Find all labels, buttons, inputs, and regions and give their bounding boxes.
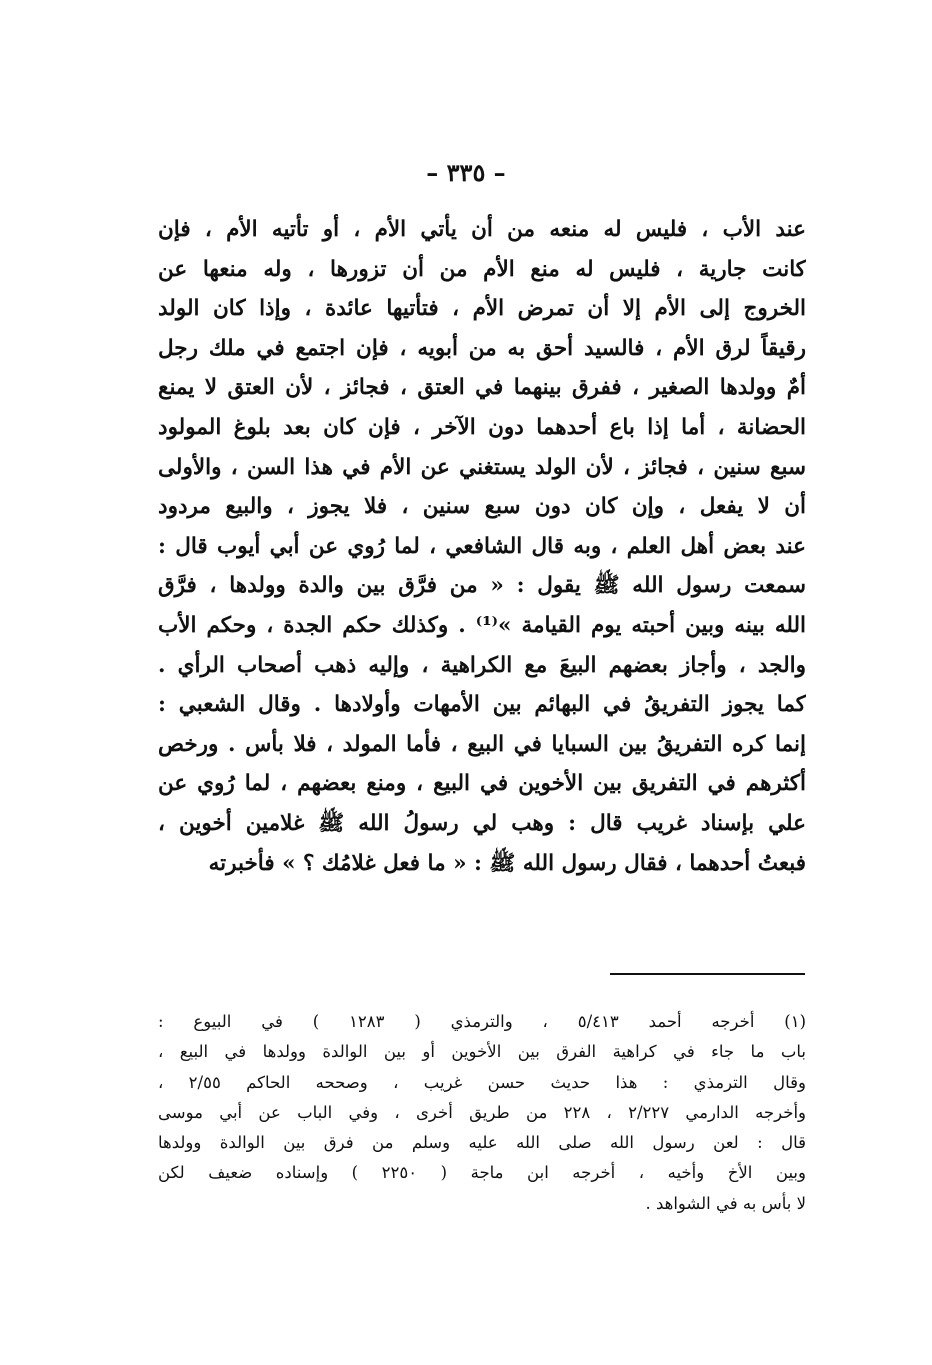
text-line: عند الأب ، فليس له منعه من أن يأتي الأم ، أو تأتيه الأم ، فإن: [158, 217, 806, 242]
text-line: الله بينه وبين أحبته يوم القيامة »⁽¹⁾ . وكذلك حكم الجدة ، وحكم الأب: [158, 612, 806, 638]
text-line: الخروج إلى الأم إلا أن تمرض الأم ، فتأتيها عائدة ، وإذا كان الولد: [158, 296, 806, 322]
footnote-line: وأخرجه الدارمي ٢/٢٢٧ ، ٢٢٨ من طريق أخرى ، وفي الباب عن أبي موسى: [158, 1102, 806, 1122]
footnote-line: باب ما جاء في كراهية الفرق بين الأخوين أو بين الوالدة وولدها في البيع ،: [158, 1042, 806, 1062]
footnote-line: وقال الترمذي : هذا حديث حسن غريب ، وصححه الحاكم ٢/٥٥ ،: [158, 1072, 806, 1092]
footnote-line: لا بأس به في الشواهد .: [645, 1193, 806, 1213]
text-line: أكثرهم في التفريق بين الأخوين في البيع ، ومنع بعضهم ، لما رُوي عن: [158, 771, 806, 797]
footnote-divider: [610, 973, 805, 975]
footnote-line: قال : لعن رسول الله صلى الله عليه وسلم من فرق بين الوالدة وولدها: [158, 1133, 806, 1153]
text-line: سبع سنين ، فجائز ، لأن الولد يستغني عن الأم في هذا السن ، والأولى: [158, 454, 806, 480]
text-line: فبعتُ أحدهما ، فقال رسول الله ﷺ : « ما فعل غلامُك ؟ » فأخبرته: [208, 850, 806, 876]
text-line: الحضانة ، أما إذا باع أحدهما دون الآخر ، فإن كان بعد بلوغ المولود: [158, 414, 806, 440]
text-line: عند بعض أهل العلم ، وبه قال الشافعي ، لما رُوي عن أبي أيوب قال :: [158, 533, 806, 559]
text-line: إنما كره التفريقُ بين السبايا في البيع ، فأما المولد ، فلا بأس . ورخص: [158, 731, 806, 757]
text-line: أن لا يفعل ، وإن كان دون سبع سنين ، فلا يجوز ، والبيع مردود: [158, 494, 806, 520]
text-line: أمٌ وولدها الصغير ، ففرق بينهما في العتق ، فجائز ، لأن العتق لا يمنع: [158, 375, 806, 401]
page-number: – ٣٣٥ –: [426, 158, 506, 187]
text-line: رقيقاً لرق الأم ، فالسيد أحق به من أبويه ، فإن اجتمع في ملك رجل: [158, 335, 806, 361]
main-text: [158, 210, 806, 883]
text-line: كانت جارية ، فليس له منع الأم من أن تزورها ، وله منعها عن: [158, 256, 806, 282]
footnote-line: (١) أخرجه أحمد ٥/٤١٣ ، والترمذي ( ١٢٨٣ ) في البيوع :: [158, 1012, 806, 1031]
text-line: كما يجوز التفريقُ في البهائم بين الأمهات وأولادها . وقال الشعبي :: [158, 692, 806, 718]
text-line: سمعت رسول الله ﷺ يقول : « من فرَّق بين والدة وولدها ، فرَّق: [158, 573, 806, 599]
text-line: والجد ، وأجاز بعضهم البيعَ مع الكراهية ، وإليه ذهب أصحاب الرأي .: [158, 652, 806, 678]
text-line: علي بإسناد غريب قال : وهب لي رسولُ الله ﷺ غلامين أخوين ،: [158, 810, 806, 836]
footnotes: [158, 1007, 806, 1219]
footnote-line: وبين الأخ وأخيه ، أخرجه ابن ماجة ( ٢٢٥٠ ) وإسناده ضعيف لكن: [158, 1163, 806, 1183]
